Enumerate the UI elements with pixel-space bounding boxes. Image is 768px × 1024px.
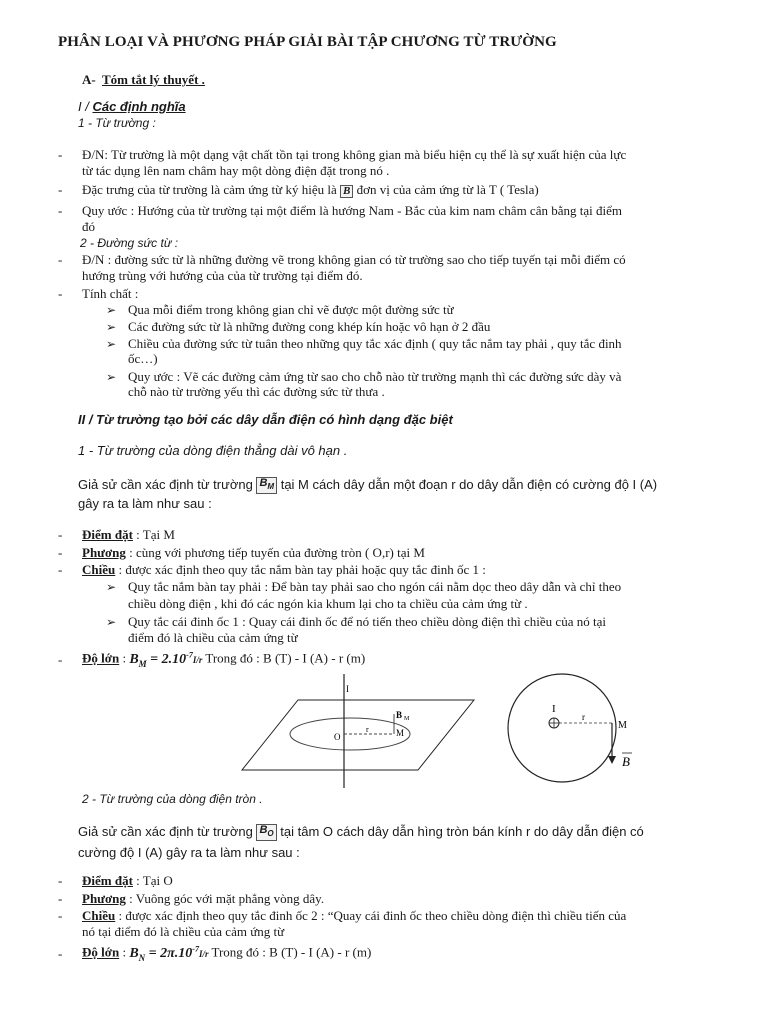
fig2-label-r: r [582,712,585,722]
circular-intro-a: Giả sử cần xác định từ trường [78,824,253,839]
bullet-dash: - [58,562,63,577]
formula-exp: -7 [192,944,199,953]
section-1-heading [78,99,186,114]
colon: : [122,944,127,960]
circular-sense-label: Chiều [82,908,116,923]
vector-bm-symbol [256,477,277,493]
point-value: : Tại M [136,527,175,542]
wire-top-view-figure [500,672,670,802]
magnitude-label: Độ lớn [82,650,120,666]
point-of-application [82,527,175,543]
formula-sub: M [138,658,147,669]
sense-label: Chiều [82,562,116,577]
vector-b-symbol: B [340,185,353,198]
bullet-dash: - [58,873,63,888]
bullet-dash: - [58,652,63,667]
circular-direction-value: : Vuông góc với mặt phẳng vòng dây. [129,891,325,906]
direction-value: : cùng với phương tiếp tuyến của đường tròn ( O,r) tại M [129,545,425,560]
fig1-label-i: I [346,684,349,694]
direction-line [82,545,425,561]
formula-b: B [129,651,139,667]
section-2-heading: II / Từ trường tạo bởi các dây dẫn điện có hình dạng đặc biệt [78,412,453,427]
fig1-label-m: M [396,728,405,738]
magnitude-units: Trong đó : B (T) - I (A) - r (m) [205,650,366,666]
b-arrowhead-icon [608,756,616,764]
subheading-magnetic-field: 1 - Từ trường : [78,116,156,130]
property-2: Các đường sức từ là những đường cong khép kín hoặc vô hạn ở 2 đầu [128,319,491,334]
bullet-dash: - [58,908,63,923]
bullet-dash: - [58,147,63,162]
vector-subscript: O [267,829,274,839]
bullet-dash: - [58,286,63,301]
arrow-bullet-icon: ➢ [106,337,117,351]
formula-exp: -7 [186,650,193,659]
bullet-dash: - [58,891,63,906]
circular-magnitude-units: Trong đó : B (T) - I (A) - r (m) [211,944,372,960]
circular-magnitude-line [82,944,371,962]
bullet-dash: - [58,182,63,197]
direction-label: Phương [82,545,126,560]
screw-rule-2: điểm đó là chiều của cảm ứng từ [128,630,298,645]
section-a-prefix: A- [82,72,96,87]
circular-direction-line [82,891,324,907]
property-3-line-1: Chiều của đường sức từ tuân theo những quy tắc xác định ( quy tắc nắm tay phải , quy tắc đinh [128,336,622,351]
circular-sense-value: : được xác định theo quy tắc đinh ốc 2 : “Quay cái đinh ốc theo chiều dòng điện thì chiều tiến của [118,908,627,923]
property-1: Qua mỗi điểm trong không gian chỉ vẽ được một đường sức từ [128,302,454,317]
arrow-bullet-icon: ➢ [106,615,117,629]
fig1-label-o: O [334,732,341,742]
bullet-dash: - [58,527,63,542]
screw-rule-1: Quy tắc cái đinh ốc 1 : Quay cái đinh ốc để nó tiến theo chiều dòng điện thì chiều của nó tại [128,614,606,629]
characteristic-text-a: Đặc trưng của từ trường là cảm ứng từ ký hiệu là [82,182,337,197]
formula-frac: I/r [198,948,209,959]
circular-intro-line-1 [78,824,644,841]
properties-label: Tính chất : [82,286,139,301]
magnitude-formula [129,652,202,667]
section-1-title: Các định nghĩa [92,99,186,114]
right-hand-rule-2: chiều dòng điện , khi đó các ngón kia khum lại cho ta chiều của cảm ứng từ . [128,596,528,611]
convention-line-2: đó [82,219,95,234]
subheading-straight-wire: 1 - Từ trường của dòng điện thẳng dài vô hạn . [78,443,348,458]
circular-sense-line-2: nó tại điểm đó là chiều của cảm ứng từ [82,924,285,939]
formula-rhs: = 2.10 [150,651,187,667]
sense-value: : được xác định theo quy tắc nắm bàn tay phải hoặc quy tắc đinh ốc 1 : [118,562,486,577]
fig1-label-r: r [366,725,369,734]
sense-line [82,562,486,578]
formula-sub: N [138,952,146,963]
circular-sense-line [82,908,626,924]
magnitude-line [82,650,365,668]
arrow-bullet-icon: ➢ [106,370,117,384]
fig2-label-b: B [622,754,630,769]
bullet-dash: - [58,203,63,218]
circular-point-line [82,873,173,889]
definition-line-2: từ tác dụng lên nam châm hay một dòng điện đặt trong nó . [82,163,390,178]
convention-line-1: Quy ước : Hướng của từ trường tại một điểm là hướng Nam - Bắc của kim nam châm cân bằng tại điểm [82,203,622,218]
subheading-field-lines: 2 - Đường sức từ : [80,236,179,250]
vector-subscript: M [267,482,275,492]
right-hand-rule-1: Quy tắc nắm bàn tay phải : Để bàn tay phải sao cho ngón cái nằm dọc theo dây dẫn và chỉ theo [128,579,622,594]
circular-point-label: Điểm đặt [82,873,133,888]
section-a-heading [82,72,205,88]
arrow-bullet-icon: ➢ [106,580,117,594]
plane-shape [242,700,474,770]
formula-frac: I/r [192,654,203,665]
property-3-line-2: ốc…) [128,351,158,366]
circular-intro-line-2: cường độ I (A) gây ra ta làm như sau : [78,845,300,860]
intro-text-b: tại M cách dây dẫn một đoạn r do dây dẫn điện có cường độ I (A) [280,477,658,492]
arrow-bullet-icon: ➢ [106,320,117,334]
field-line-def-1: Đ/N : đường sức từ là những đường vẽ trong không gian có từ trường sao cho tiếp tuyến tại mỗi điểm có [82,252,626,267]
formula-b: B [129,945,139,961]
fig2-label-m: M [618,720,627,731]
fig1-label-bm: B [396,710,403,720]
circular-intro-b: tại tâm O cách dây dẫn hìng tròn bán kính r do dây dẫn điện có [280,824,644,839]
vector-bo-symbol [256,824,276,840]
formula-rhs: = 2π.10 [148,945,193,961]
characteristic-text-b: đơn vị của cảm ứng từ là T ( Tesla) [356,182,539,197]
property-4-line-1: Quy ước : Vẽ các đường cảm ứng từ sao cho chỗ nào từ trường mạnh thì các đường sức dày và [128,369,622,384]
bullet-dash: - [58,545,63,560]
definition-line-1: Đ/N: Từ trường là một dạng vật chất tồn tại trong không gian mà biểu hiện cụ thể là sự xuất hiện của lực [82,147,627,162]
straight-wire-figure [238,672,478,790]
circular-direction-label: Phương [82,891,126,906]
point-label: Điểm đặt [82,527,133,542]
bullet-dash: - [58,252,63,267]
fig1-label-bm-sub: M [404,716,410,722]
vector-letter: B [259,477,268,490]
straight-wire-intro-line-2: gây ra ta làm như sau : [78,496,212,511]
section-1-prefix: I / [78,99,89,114]
circular-magnitude-label: Độ lớn [82,944,120,960]
document-title: PHÂN LOẠI VÀ PHƯƠNG PHÁP GIẢI BÀI TẬP CHƯƠNG TỪ TRƯỜNG [58,34,557,50]
straight-wire-intro-line-1 [78,477,657,494]
circular-point-value: : Tại O [136,873,173,888]
property-4-line-2: chỗ nào từ trường yếu thì các đường sức từ thưa . [128,384,385,399]
bullet-dash: - [58,946,63,961]
circular-magnitude-formula [129,946,208,961]
field-circle-top [508,674,616,782]
characteristic-line [82,182,539,198]
fig2-label-i: I [552,703,556,715]
field-line-def-2: hướng trùng với hướng của của từ trường tại điểm đó. [82,268,363,283]
section-a-title: Tóm tắt lý thuyết . [101,72,205,87]
intro-text-a: Giả sử cần xác định từ trường [78,477,253,492]
vector-letter: B [259,824,268,837]
colon: : [122,650,127,666]
subheading-circular-current: 2 - Từ trường của dòng điện tròn . [82,792,263,806]
arrow-bullet-icon: ➢ [106,303,117,317]
